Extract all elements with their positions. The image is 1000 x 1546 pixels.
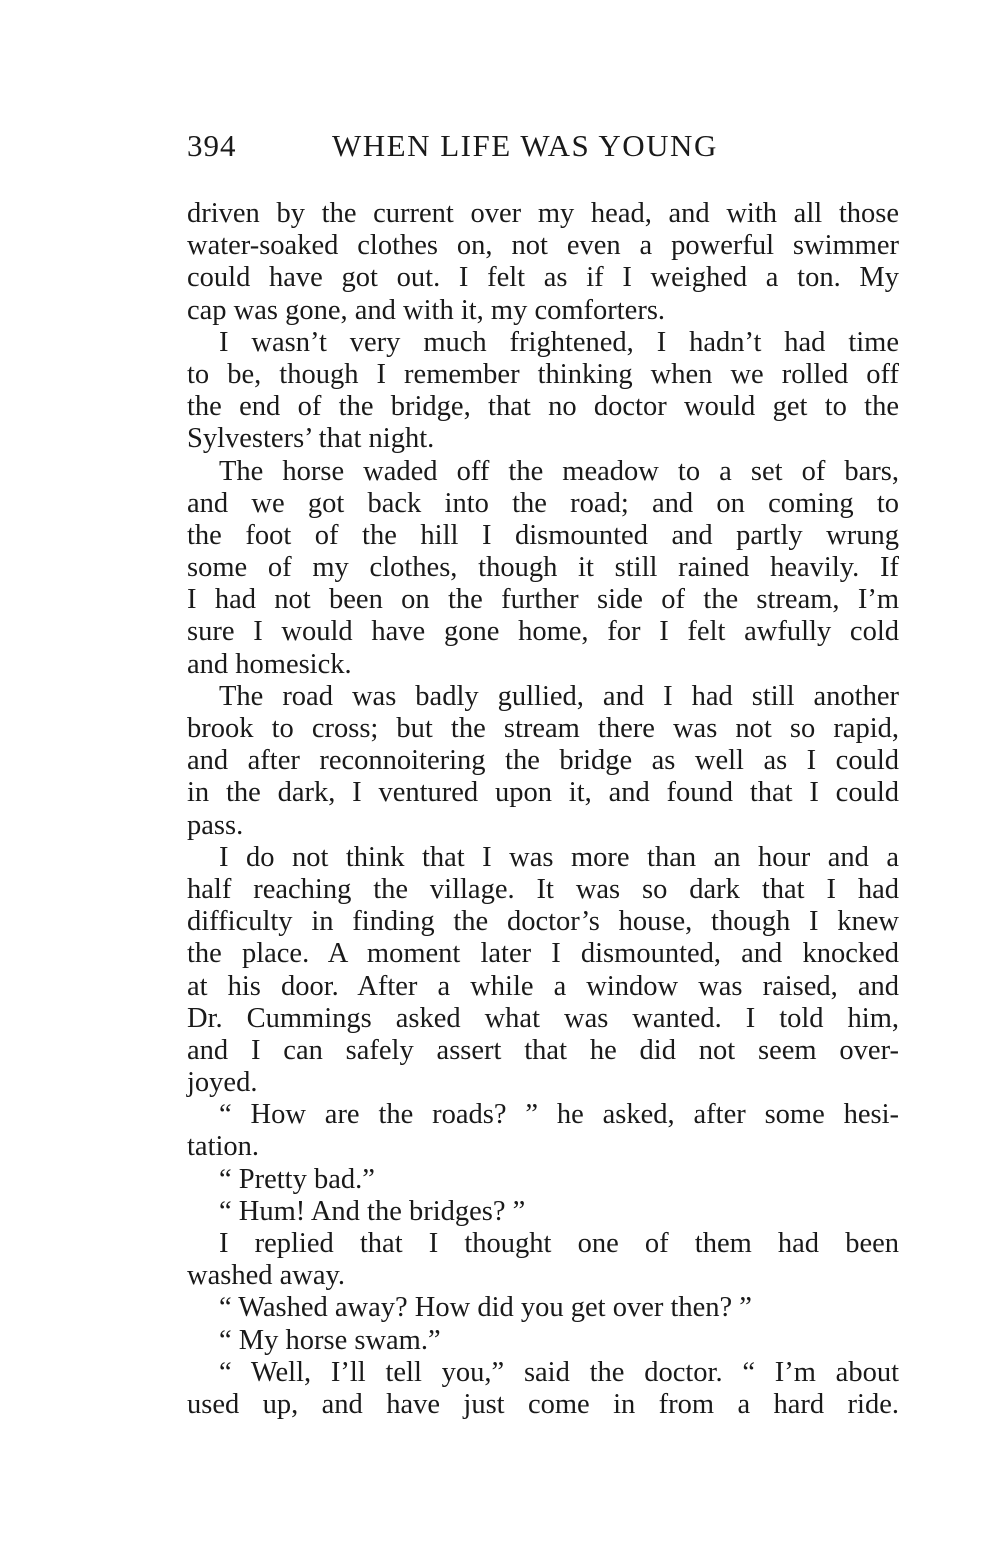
running-head [187,128,899,168]
text-line: the place. A moment later I dismounted, and knocked [187,938,899,970]
text-line: The horse waded off the meadow to a set of bars, [219,455,899,487]
text-line: tation. [187,1131,260,1163]
page-number: 394 [187,128,237,163]
text-line: The road was badly gullied, and I had still another [219,680,899,712]
text-line: half reaching the village. It was so dark that I had [187,873,899,905]
text-line: “ Washed away? How did you get over then? ” [219,1292,752,1324]
text-line: sure I would have gone home, for I felt awfully cold [187,616,899,648]
text-line: difficulty in finding the doctor’s house, though I knew [187,906,899,938]
text-line: “ Well, I’ll tell you,” said the doctor. “ I’m about [219,1356,899,1388]
text-line: I had not been on the further side of the stream, I’m [187,584,899,616]
text-line: I wasn’t very much frightened, I hadn’t had time [219,326,899,358]
running-title: WHEN LIFE WAS YOUNG [332,128,718,163]
text-line: cap was gone, and with it, my comforters. [187,294,666,326]
text-line: “ Pretty bad.” [219,1163,375,1195]
text-line: pass. [187,809,244,841]
text-line: at his door. After a while a window was raised, and [187,970,899,1002]
text-line: washed away. [187,1260,346,1292]
text-line: water-soaked clothes on, not even a powerful swimmer [187,230,899,262]
text-line: to be, though I remember thinking when we rolled off [187,358,899,390]
text-line: in the dark, I ventured upon it, and found that I could [187,777,899,809]
text-line: I replied that I thought one of them had been [219,1228,899,1259]
text-line: and after reconnoitering the bridge as well as I could [187,745,899,777]
body-text [187,198,899,1421]
text-line: and we got back into the road; and on coming to [187,487,899,519]
text-line: the foot of the hill I dismounted and partly wrung [187,519,899,551]
text-line: and I can safely assert that he did not seem over- [187,1034,899,1066]
text-line: “ How are the roads? ” he asked, after some hesi- [219,1099,899,1131]
text-line: brook to cross; but the stream there was not so rapid, [187,713,899,744]
text-line: could have got out. I felt as if I weighed a ton. My [187,262,899,294]
text-line: joyed. [187,1067,258,1099]
text-line: Sylvesters’ that night. [187,423,435,455]
text-line: I do not think that I was more than an hour and a [219,841,899,873]
text-line: used up, and have just come in from a hard ride. [187,1388,899,1420]
text-line: “ My horse swam.” [219,1324,441,1356]
text-line: Dr. Cummings asked what was wanted. I told him, [187,1002,899,1034]
text-line: some of my clothes, though it still rained heavily. If [187,552,899,584]
text-line: and homesick. [187,648,352,680]
text-line: “ Hum! And the bridges? ” [219,1195,526,1227]
text-line: the end of the bridge, that no doctor would get to the [187,391,899,423]
text-line: driven by the current over my head, and with all those [187,198,899,229]
